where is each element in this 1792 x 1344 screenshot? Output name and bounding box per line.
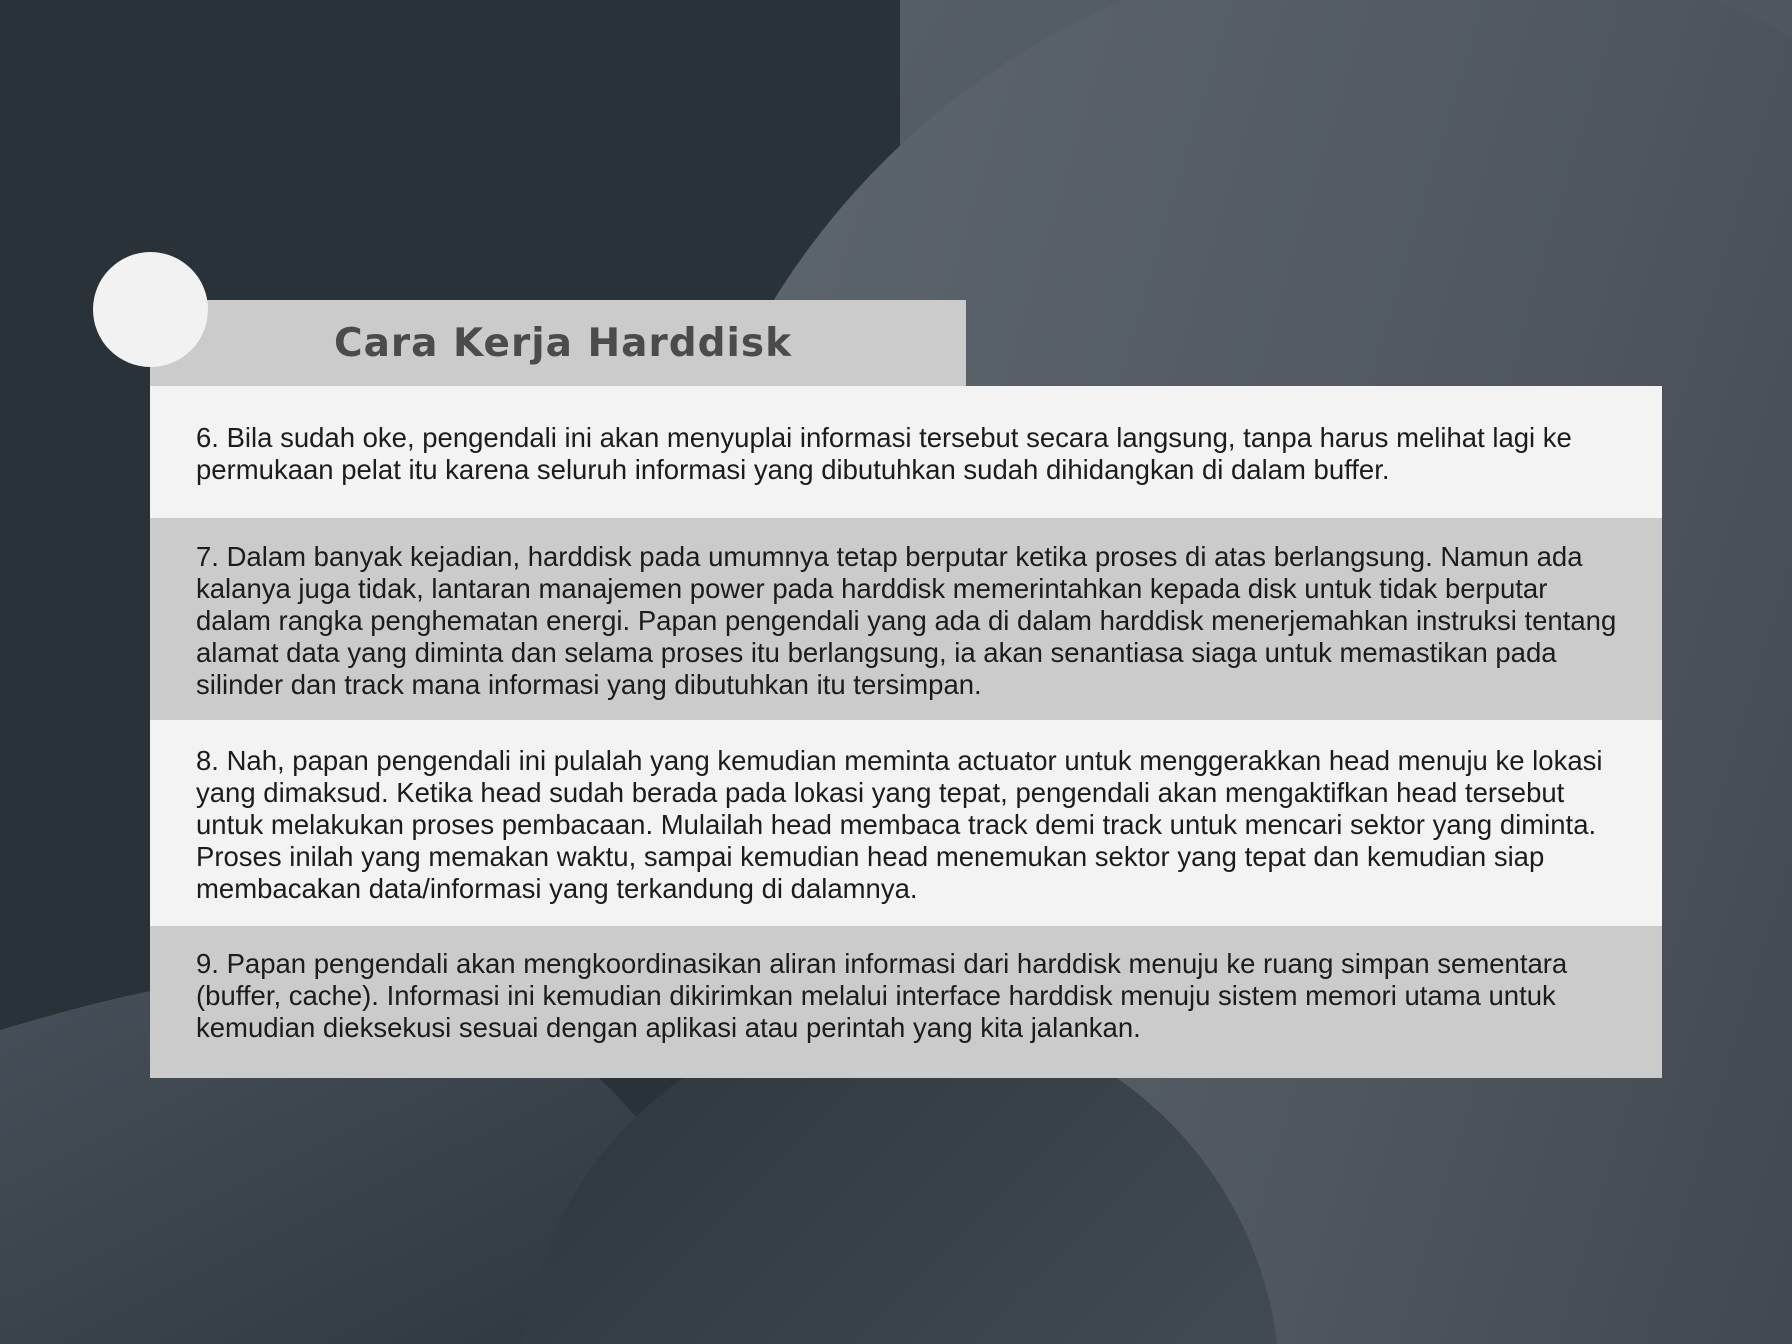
step-8 (150, 720, 1662, 926)
step-9 (150, 926, 1662, 1078)
title-circle-decoration (93, 252, 208, 367)
step-6 (150, 386, 1662, 518)
step-7 (150, 518, 1662, 720)
page-title: Cara Kerja Harddisk (333, 320, 793, 366)
step-8-text: 8. Nah, papan pengendali ini pulalah yang kemudian meminta actuator untuk menggerakkan head menuju ke lokasi yang dimaksud. Ketika head sudah berada pada lokasi yang tepat, pengendali akan mengaktifkan head tersebut untuk melakukan proses pembacaan. Mulailah head membaca track demi track untuk mencari sektor yang diminta. Proses inilah yang memakan waktu, sampai kemudian head menemukan sektor yang tepat dan kemudian siap membacakan data/informasi yang terkandung di dalamnya. (196, 745, 1603, 904)
step-7-text: 7. Dalam banyak kejadian, harddisk pada umumnya tetap berputar ketika proses di atas berlangsung. Namun ada kalanya juga tidak, lantaran manajemen power pada harddisk memerintahkan kepada disk untuk tidak berputar dalam rangka penghematan energi. Papan pengendali yang ada di dalam harddisk menerjemahkan instruksi tentang alamat data yang diminta dan selama proses itu berlangsung, ia akan senantiasa siaga untuk memastikan pada silinder dan track mana informasi yang dibutuhkan itu tersimpan. (196, 541, 1617, 700)
step-9-text: 9. Papan pengendali akan mengkoordinasikan aliran informasi dari harddisk menuju ke ruang simpan sementara (buffer, cache). Informasi ini kemudian dikirimkan melalui interface harddisk menuju sistem memori utama untuk kemudian dieksekusi sesuai dengan aplikasi atau perintah yang kita jalankan. (196, 948, 1568, 1043)
title-bar (150, 300, 966, 386)
steps-list (150, 386, 1662, 1078)
step-6-text: 6. Bila sudah oke, pengendali ini akan menyuplai informasi tersebut secara langsung, tanpa harus melihat lagi ke permukaan pelat itu karena seluruh informasi yang dibutuhkan sudah dihidangkan di dalam buffer. (196, 422, 1572, 485)
